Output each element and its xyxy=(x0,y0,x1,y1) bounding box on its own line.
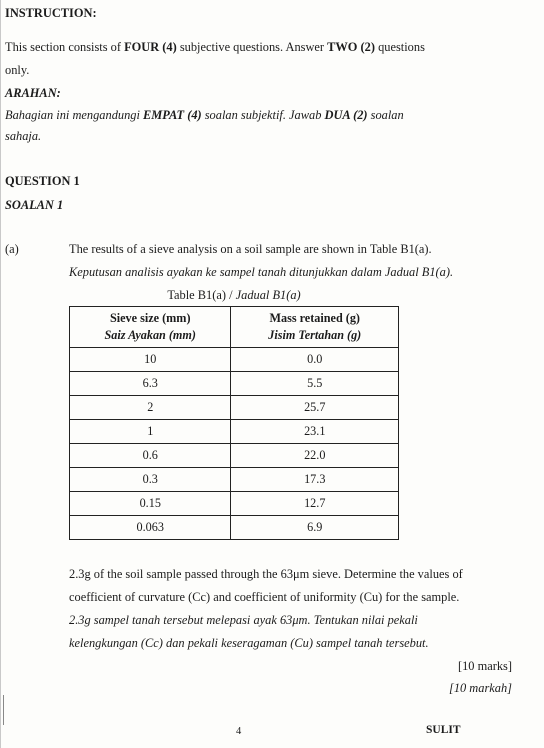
cell-sieve-size: 0.063 xyxy=(70,516,231,540)
table-row xyxy=(70,420,399,444)
task-text-line2: coefficient of curvature (Cc) and coefficient of uniformity (Cu) for the sample. xyxy=(69,590,460,604)
cell-mass-retained: 6.9 xyxy=(231,516,399,540)
header-mass-retained: Mass retained (g) Jisim Tertahan (g) xyxy=(231,307,399,348)
marks-label: [10 marks] xyxy=(457,659,512,673)
classification-label: SULIT xyxy=(426,724,461,736)
cell-mass-retained: 0.0 xyxy=(231,348,399,372)
cell-sieve-size: 6.3 xyxy=(70,372,231,396)
task-text-ms-line2: kelengkungan (Cc) dan pekali keseragaman (Cu) sampel tanah tersebut. xyxy=(69,636,429,650)
sieve-table xyxy=(69,306,399,540)
table-row xyxy=(70,396,399,420)
part-label: (a) xyxy=(5,242,19,256)
task-text-ms-line1: 2.3g sampel tanah tersebut melepasi ayak 63μm. Tentukan nilai pekali xyxy=(69,613,418,627)
table-row xyxy=(70,444,399,468)
instruction-text-cont: only. xyxy=(5,63,30,77)
arahan-heading: ARAHAN: xyxy=(5,86,61,100)
table-caption: Table B1(a) / Jadual B1(a) xyxy=(167,288,301,302)
table-header-row xyxy=(70,307,399,348)
part-text: The results of a sieve analysis on a soil sample are shown in Table B1(a). xyxy=(69,242,432,256)
cell-mass-retained: 22.0 xyxy=(231,444,399,468)
question-heading-ms: SOALAN 1 xyxy=(5,198,64,212)
table-row xyxy=(70,348,399,372)
cell-sieve-size: 0.3 xyxy=(70,468,231,492)
cell-mass-retained: 23.1 xyxy=(231,420,399,444)
task-text-line1: 2.3g of the soil sample passed through the 63μm sieve. Determine the values of xyxy=(69,567,463,581)
cell-sieve-size: 0.6 xyxy=(70,444,231,468)
cell-sieve-size: 1 xyxy=(70,420,231,444)
table-row xyxy=(70,492,399,516)
table-row xyxy=(70,516,399,540)
instruction-text: This section consists of FOUR (4) subjective questions. Answer TWO (2) questions xyxy=(5,40,425,54)
table-row xyxy=(70,372,399,396)
cell-mass-retained: 5.5 xyxy=(231,372,399,396)
part-text-ms: Keputusan analisis ayakan ke sampel tanah ditunjukkan dalam Jadual B1(a). xyxy=(69,265,454,279)
question-heading: QUESTION 1 xyxy=(5,174,80,188)
cell-mass-retained: 17.3 xyxy=(231,468,399,492)
header-sieve-size: Sieve size (mm) Saiz Ayakan (mm) xyxy=(70,307,231,348)
cell-sieve-size: 10 xyxy=(70,348,231,372)
instruction-heading: INSTRUCTION: xyxy=(5,6,97,20)
arahan-text-cont: sahaja. xyxy=(5,129,42,143)
page-edge-line xyxy=(0,0,1,748)
page-number: 4 xyxy=(236,726,242,737)
cell-sieve-size: 0.15 xyxy=(70,492,231,516)
cell-mass-retained: 25.7 xyxy=(231,396,399,420)
margin-line xyxy=(3,695,4,725)
arahan-text: Bahagian ini mengandungi EMPAT (4) soalan subjektif. Jawab DUA (2) soalan xyxy=(5,108,404,122)
marks-label-ms: [10 markah] xyxy=(449,681,512,695)
cell-mass-retained: 12.7 xyxy=(231,492,399,516)
cell-sieve-size: 2 xyxy=(70,396,231,420)
table-row xyxy=(70,468,399,492)
